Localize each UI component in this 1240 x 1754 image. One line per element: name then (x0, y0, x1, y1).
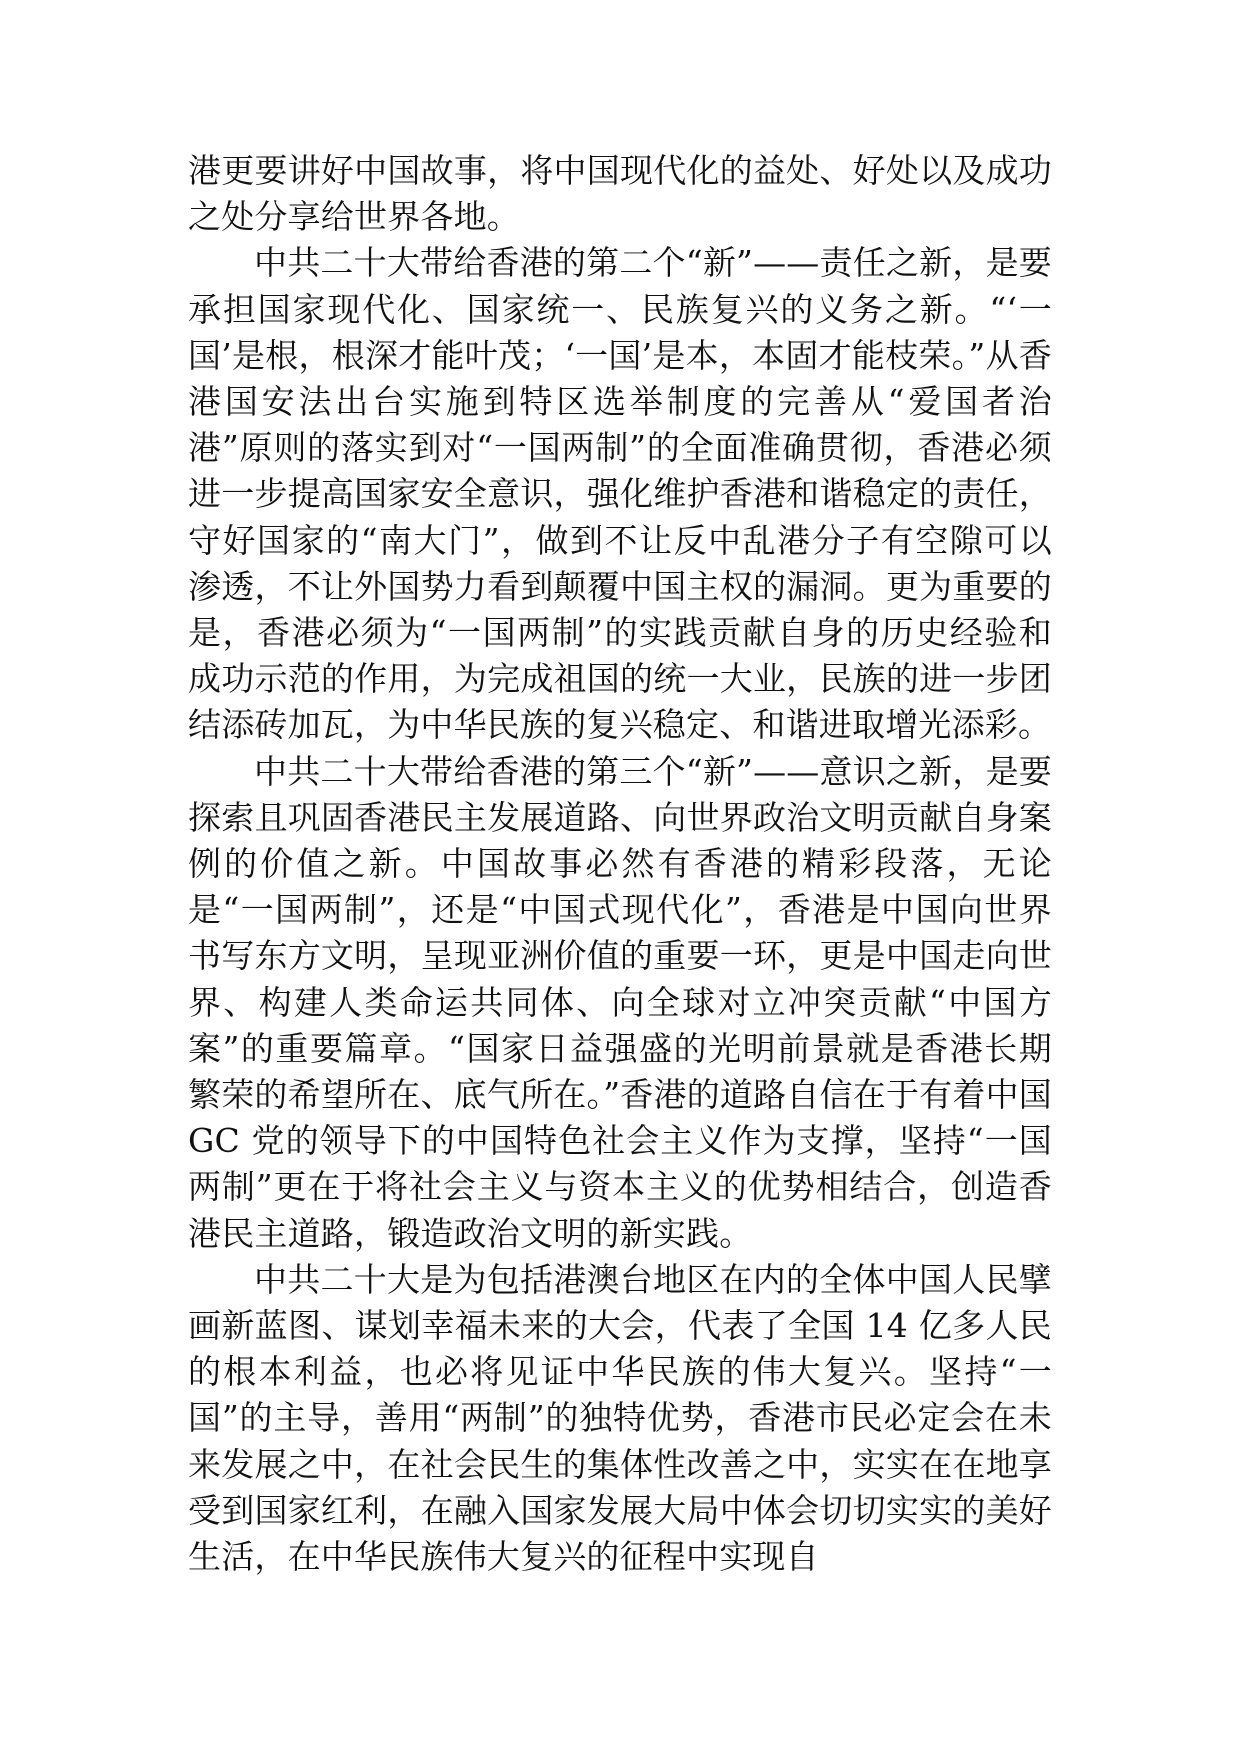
document-body (188, 148, 1052, 1580)
paragraph-4: 中共二十大是为包括港澳台地区在内的全体中国人民擘画新蓝图、谋划幸福未来的大会，代表了全国 14 亿多人民的根本利益，也必将见证中华民族的伟大复兴。坚持“一国”的主导，善用“两制”的独特优势，香港市民必定会在未来发展之中，在社会民生的集体性改善之中，实实在在地享受到国家红利，在融入国家发展大局中体会切切实实的美好生活，在中华民族伟大复兴的征程中实现自 (188, 1259, 1052, 1577)
paragraph-2: 中共二十大带给香港的第二个“新”——责任之新，是要承担国家现代化、国家统一、民族复兴的义务之新。“‘一国’是根，根深才能叶茂；‘一国’是本，本固才能枝荣。”从香港国安法出台实施到特区选举制度的完善从“爱国者治港”原则的落实到对“一国两制”的全面准确贯彻，香港必须进一步提高国家安全意识，强化维护香港和谐稳定的责任，守好国家的“南大门”，做到不让反中乱港分子有空隙可以渗透，不让外国势力看到颠覆中国主权的漏洞。更为重要的是，香港必须为“一国两制”的实践贡献自身的历史经验和成功示范的作用，为完成祖国的统一大业，民族的进一步团结添砖加瓦，为中华民族的复兴稳定、和谐进取增光添彩。 (188, 243, 1052, 745)
paragraph-3: 中共二十大带给香港的第三个“新”——意识之新，是要探索且巩固香港民主发展道路、向世界政治文明贡献自身案例的价值之新。中国故事必然有香港的精彩段落，无论是“一国两制”，还是“中国式现代化”，香港是中国向世界书写东方文明，呈现亚洲价值的重要一环，更是中国走向世界、构建人类命运共同体、向全球对立冲突贡献“中国方案”的重要篇章。“国家日益强盛的光明前景就是香港长期繁荣的希望所在、底气所在。”香港的道路自信在于有着中国 GC 党的领导下的中国特色社会主义作为支撑，坚持“一国两制”更在于将社会主义与资本主义的优势相结合，创造香港民主道路，锻造政治文明的新实践。 (188, 751, 1052, 1253)
paragraph-1: 港更要讲好中国故事，将中国现代化的益处、好处以及成功之处分享给世界各地。 (188, 151, 1052, 237)
